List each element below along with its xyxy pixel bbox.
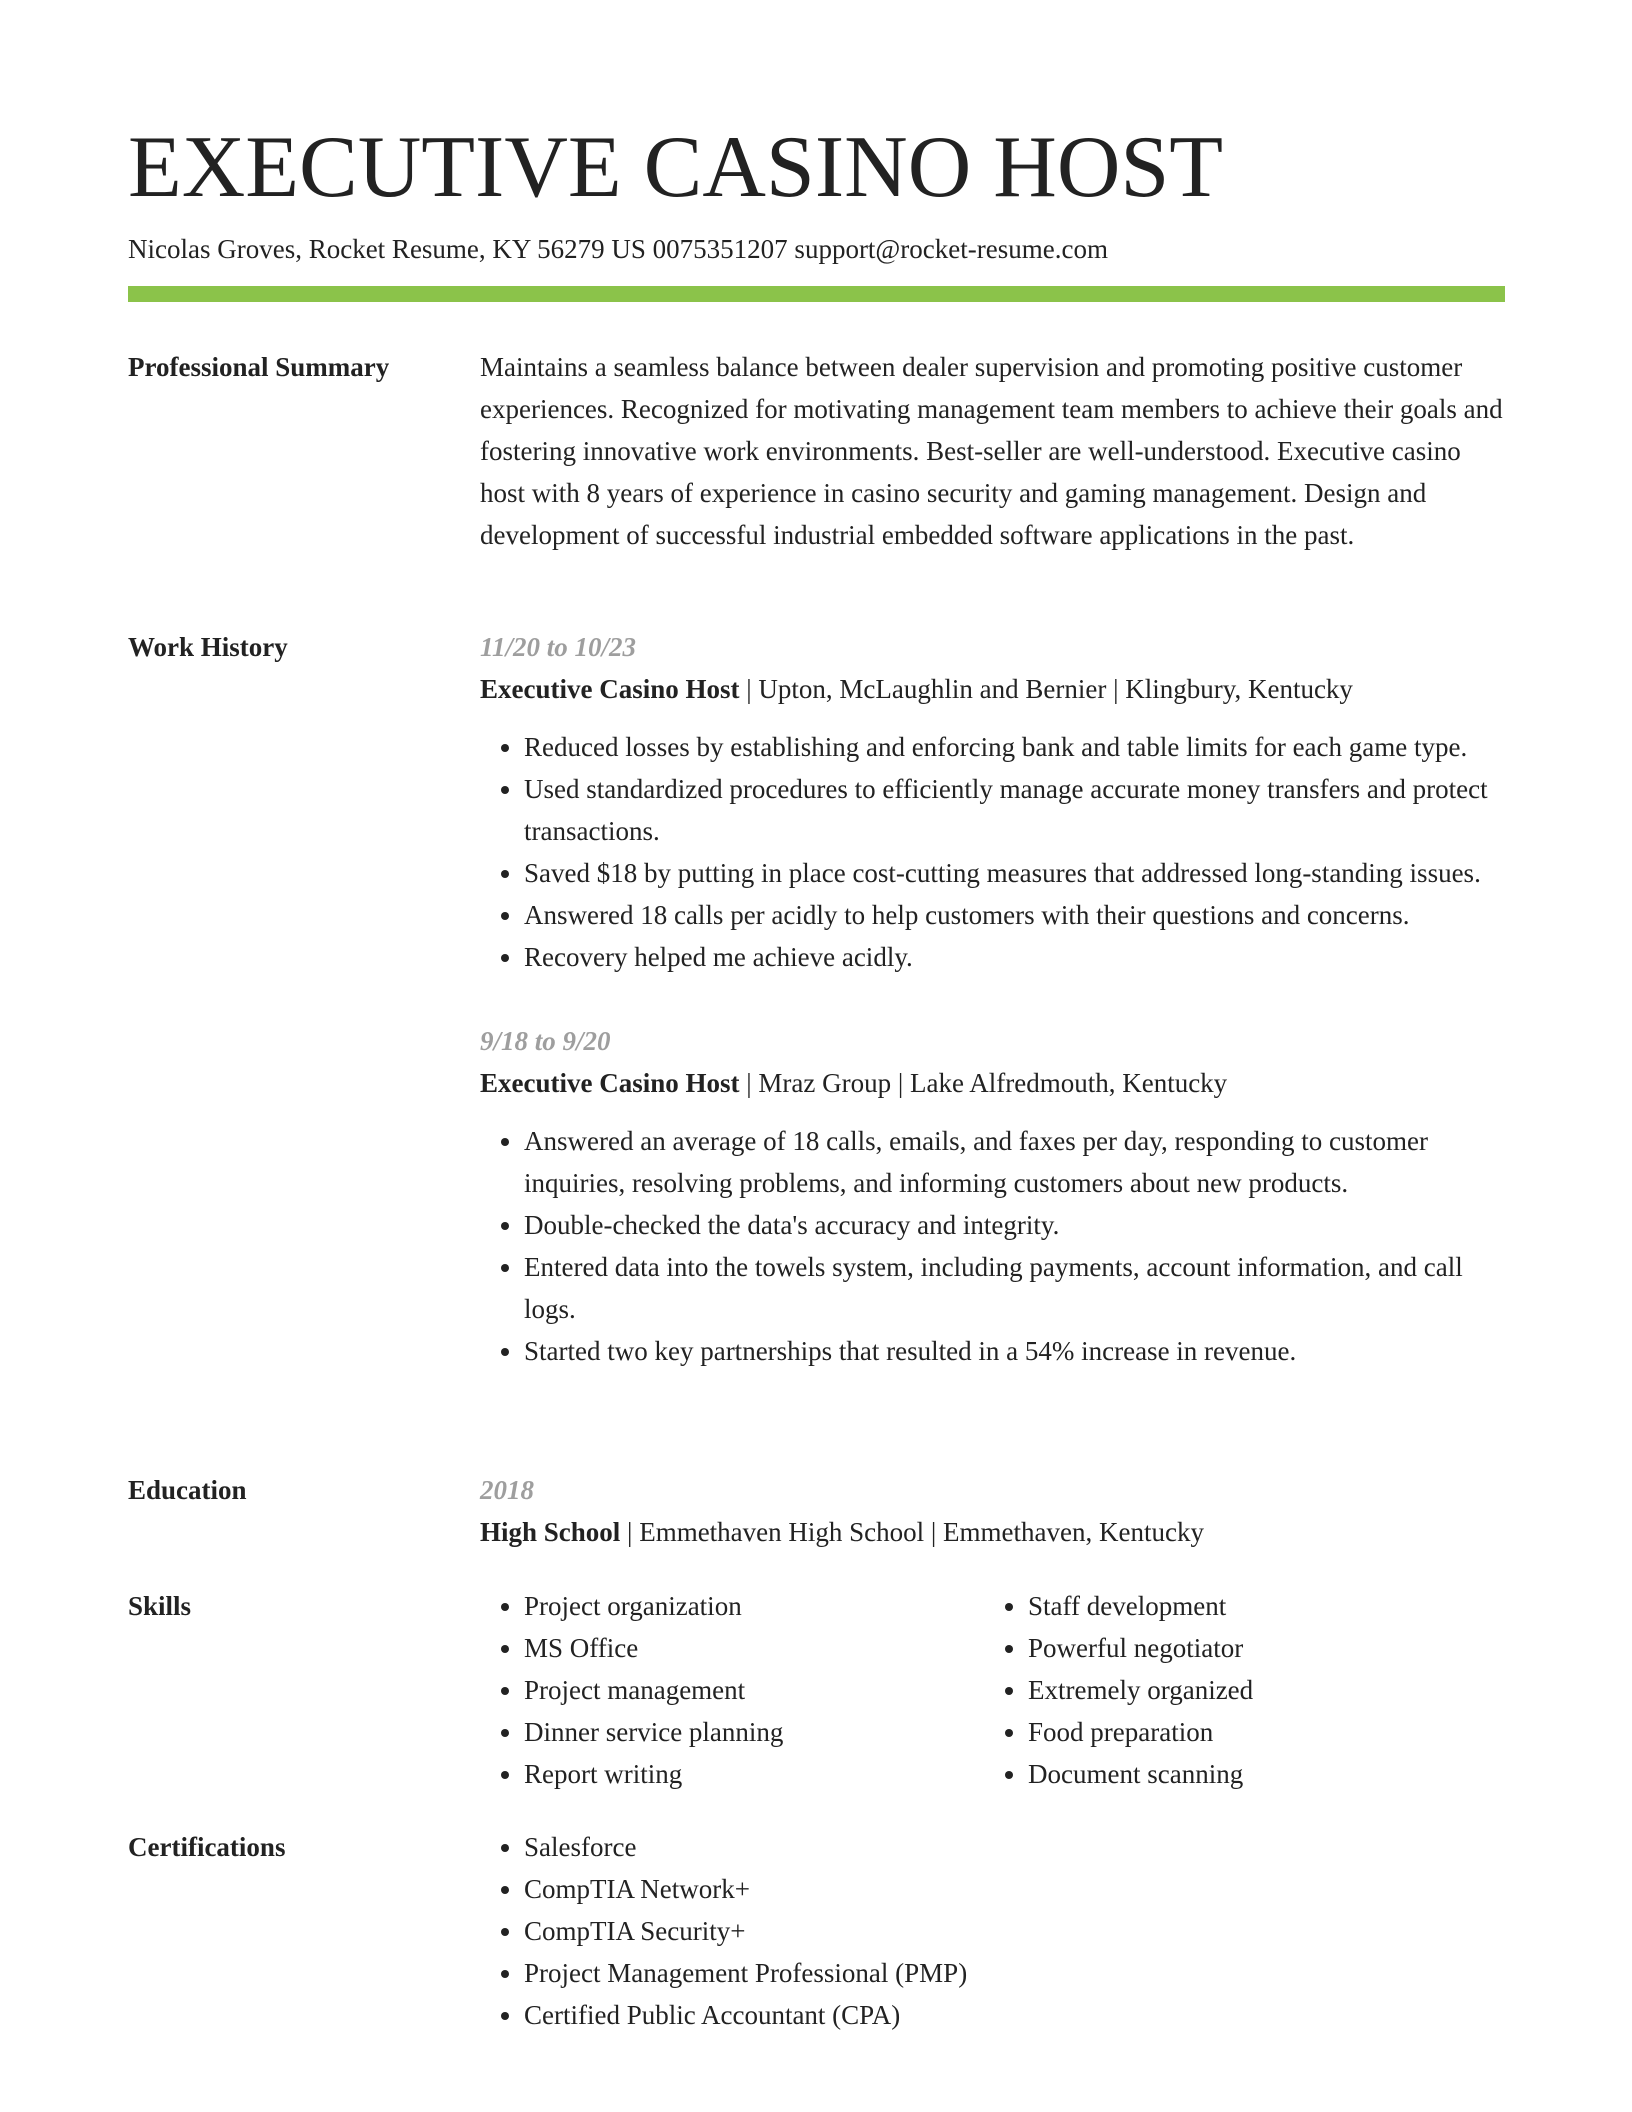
resume-title: EXECUTIVE CASINO HOST <box>128 119 1224 216</box>
job-bullet: • Reduced losses by establishing and enforcing bank and table limits for each game type. <box>524 726 1505 768</box>
skill-item: • Staff development <box>1028 1585 1488 1627</box>
education-year: 2018 <box>480 1475 534 1505</box>
skill-item: • Powerful negotiator <box>1028 1627 1488 1669</box>
certification-item: • Salesforce <box>524 1826 1505 1868</box>
job-bullet: • Answered an average of 18 calls, emails, and faxes per day, responding to customer inquiries, resolving problems, and informing customers about new products. <box>524 1120 1505 1204</box>
skill-item: • Document scanning <box>1028 1753 1488 1795</box>
skills-columns <box>480 1585 1505 1795</box>
skill-item: • Report writing <box>524 1753 984 1795</box>
skill-item: • Food preparation <box>1028 1711 1488 1753</box>
job-heading <box>480 668 1505 710</box>
certification-item: • Project Management Professional (PMP) <box>524 1952 1505 1994</box>
certification-item: • CompTIA Security+ <box>524 1910 1505 1952</box>
work-history-heading: Work History <box>128 632 288 662</box>
job-details: | Upton, McLaughlin and Bernier | Klingbury, Kentucky <box>739 674 1353 704</box>
skill-item: • MS Office <box>524 1627 984 1669</box>
job-bullet: • Entered data into the towels system, including payments, account information, and call logs. <box>524 1246 1505 1330</box>
education-heading: Education <box>128 1475 247 1505</box>
skill-item: • Project management <box>524 1669 984 1711</box>
job-bullet: • Used standardized procedures to efficiently manage accurate money transfers and protect transactions. <box>524 768 1505 852</box>
job-bullet: • Started two key partnerships that resulted in a 54% increase in revenue. <box>524 1330 1505 1372</box>
accent-divider <box>128 286 1505 302</box>
summary-heading: Professional Summary <box>128 352 390 382</box>
education-details: | Emmethaven High School | Emmethaven, Kentucky <box>620 1517 1204 1547</box>
certification-item: • Certified Public Accountant (CPA) <box>524 1994 1505 2036</box>
skills-list-left <box>480 1585 984 1795</box>
job-bullets <box>480 726 1505 978</box>
job-dates: 9/18 to 9/20 <box>480 1026 611 1056</box>
skill-item: • Dinner service planning <box>524 1711 984 1753</box>
contact-line: Nicolas Groves, Rocket Resume, KY 56279 US 0075351207 support@rocket-resume.com <box>128 234 1108 264</box>
skill-item: • Project organization <box>524 1585 984 1627</box>
skills-list-right <box>984 1585 1488 1795</box>
certifications-list <box>480 1826 1505 2036</box>
job-dates: 11/20 to 10/23 <box>480 632 637 662</box>
job-bullet: • Answered 18 calls per acidly to help customers with their questions and concerns. <box>524 894 1505 936</box>
job-entry <box>480 626 1505 978</box>
job-bullets <box>480 1120 1505 1372</box>
skill-item: • Extremely organized <box>1028 1669 1488 1711</box>
job-bullet: • Recovery helped me achieve acidly. <box>524 936 1505 978</box>
certifications-heading: Certifications <box>128 1832 286 1862</box>
job-bullet: • Double-checked the data's accuracy and integrity. <box>524 1204 1505 1246</box>
job-details: | Mraz Group | Lake Alfredmouth, Kentucky <box>739 1068 1228 1098</box>
education-degree: High School <box>480 1517 621 1547</box>
job-entry <box>480 1020 1505 1372</box>
job-bullet: • Saved $18 by putting in place cost-cutting measures that addressed long-standing issues. <box>524 852 1505 894</box>
job-role: Executive Casino Host <box>480 674 740 704</box>
education-line <box>480 1511 1505 1553</box>
job-heading <box>480 1062 1505 1104</box>
skills-heading: Skills <box>128 1591 192 1621</box>
summary-text: Maintains a seamless balance between dealer supervision and promoting positive customer experiences. Recognized for motivating management team members to achieve their goals and fostering innovative work environments. Best-seller are well-understood. Executive casino host with 8 years of experience in casino security and gaming management. Design and development of successful industrial embedded software applications in the past. <box>480 352 1503 550</box>
job-role: Executive Casino Host <box>480 1068 740 1098</box>
certification-item: • CompTIA Network+ <box>524 1868 1505 1910</box>
